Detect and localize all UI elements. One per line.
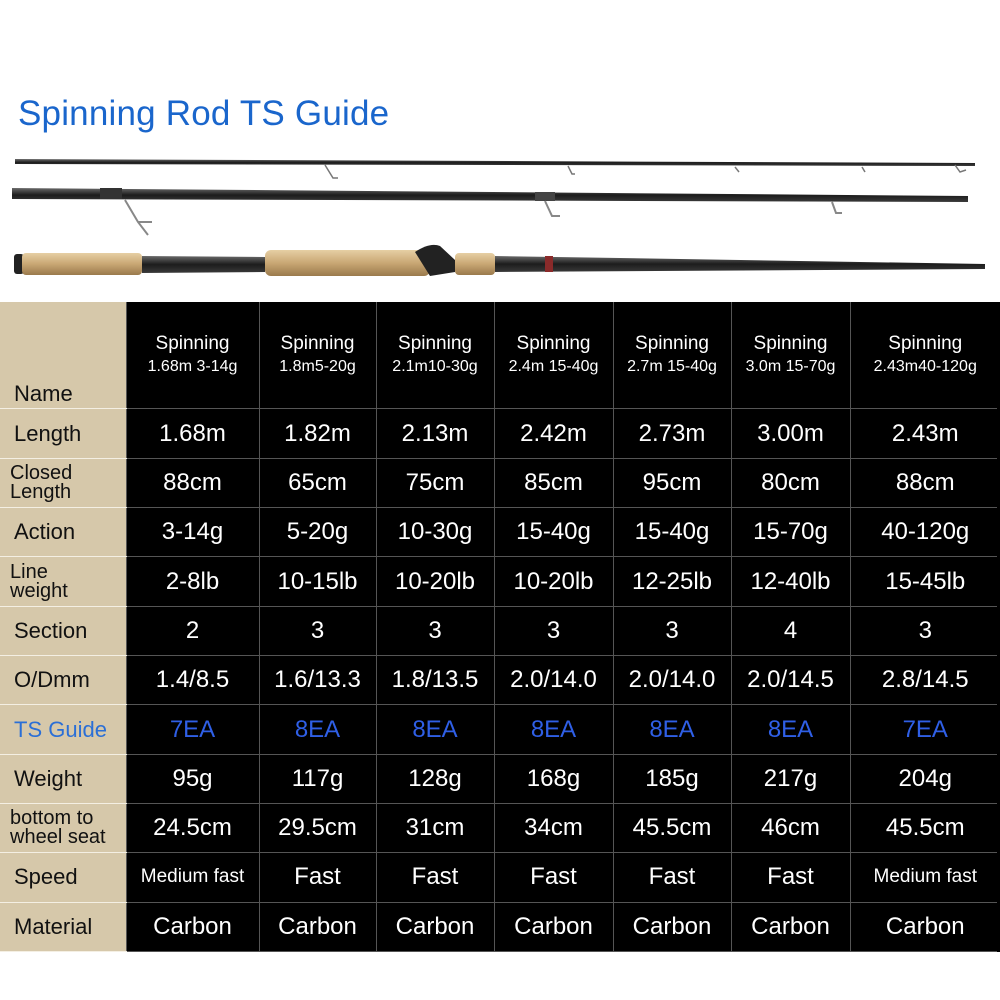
- table-cell: 31cm: [376, 804, 494, 853]
- row-label-action: [0, 508, 126, 557]
- table-cell: 117g: [259, 754, 376, 803]
- table-cell: 2.42m: [494, 409, 613, 458]
- rod-tip-section: [15, 159, 975, 178]
- column-header-line2: 3.0m 15-70g: [745, 358, 836, 376]
- table-cell: 80cm: [731, 458, 850, 507]
- row-label-text: bottom to: [10, 807, 94, 830]
- table-cell: 2.8/14.5: [850, 656, 1000, 705]
- table-cell: 95g: [126, 754, 259, 803]
- table-cell: Carbon: [259, 902, 376, 951]
- table-cell: 88cm: [126, 458, 259, 507]
- table-cell: Carbon: [731, 902, 850, 951]
- table-cell: 3: [613, 606, 731, 655]
- column-header-line1: Spinning: [516, 333, 591, 355]
- row-label-text: Line: [10, 560, 48, 583]
- table-row-od: [0, 656, 1000, 705]
- row-label-speed: [0, 853, 126, 902]
- row-label-closed-length: [0, 458, 126, 507]
- page-title: Spinning Rod TS Guide: [18, 94, 390, 133]
- table-cell: 185g: [613, 754, 731, 803]
- table-cell: 2.73m: [613, 409, 731, 458]
- table-cell: Fast: [494, 853, 613, 902]
- table-cell: 2.43m: [850, 409, 1000, 458]
- table-cell: 15-45lb: [850, 557, 1000, 606]
- column-header: [613, 302, 731, 409]
- column-header-line1: Spinning: [280, 333, 355, 355]
- table-cell: Carbon: [126, 902, 259, 951]
- row-label-text: Weight: [14, 765, 83, 791]
- table-cell: 2.0/14.0: [613, 656, 731, 705]
- column-header-line1: Spinning: [635, 333, 709, 355]
- table-cell: 45.5cm: [613, 804, 731, 853]
- table-cell: 45.5cm: [850, 804, 1000, 853]
- table-row-action: [0, 508, 1000, 557]
- table-cell: 10-20lb: [494, 557, 613, 606]
- table-cell: Medium fast: [126, 853, 259, 902]
- row-label-ts-guide: [0, 705, 126, 754]
- table-cell: Medium fast: [850, 853, 1000, 902]
- row-label-text: weight: [10, 579, 68, 602]
- column-header: [850, 302, 1000, 409]
- column-header-line2: 2.43m40-120g: [873, 358, 977, 376]
- column-header: [731, 302, 850, 409]
- table-cell: Carbon: [494, 902, 613, 951]
- table-cell: 3-14g: [126, 508, 259, 557]
- column-header-line2: 2.7m 15-40g: [627, 358, 717, 376]
- table-row-bottom: [0, 804, 1000, 853]
- spec-table: [0, 302, 1000, 952]
- table-cell: 8EA: [613, 705, 731, 754]
- table-cell: 168g: [494, 754, 613, 803]
- row-label-text: Material: [14, 913, 93, 939]
- table-cell: 217g: [731, 754, 850, 803]
- table-cell: 8EA: [494, 705, 613, 754]
- row-label-name: Name: [0, 302, 126, 409]
- row-label-line-weight: [0, 557, 126, 606]
- table-cell: 3: [376, 606, 494, 655]
- row-label-text: wheel seat: [10, 826, 106, 849]
- table-cell: 75cm: [376, 458, 494, 507]
- table-cell: 3: [494, 606, 613, 655]
- column-header-line1: Spinning: [753, 333, 828, 355]
- column-header: [376, 302, 494, 409]
- row-label-text: Length: [10, 480, 72, 503]
- table-cell: 46cm: [731, 804, 850, 853]
- table-cell: 95cm: [613, 458, 731, 507]
- table-cell: 85cm: [494, 458, 613, 507]
- table-cell: 88cm: [850, 458, 1000, 507]
- rod-middle-section: [12, 188, 968, 235]
- table-cell: Carbon: [613, 902, 731, 951]
- row-label-text: O/Dmm: [14, 667, 90, 693]
- table-cell: 1.68m: [126, 409, 259, 458]
- table-row-material: [0, 902, 1000, 951]
- row-label-material: [0, 902, 126, 951]
- table-cell: 2-8lb: [126, 557, 259, 606]
- fishing-rod-sections-image: [0, 150, 1000, 290]
- column-header-line1: Spinning: [398, 333, 472, 355]
- row-label-length: [0, 409, 126, 458]
- table-cell: 7EA: [850, 705, 1000, 754]
- table-cell: Carbon: [850, 902, 1000, 951]
- table-cell: 12-25lb: [613, 557, 731, 606]
- table-cell: 65cm: [259, 458, 376, 507]
- table-cell: 2: [126, 606, 259, 655]
- row-label-text: Action: [14, 519, 76, 545]
- row-label-text: Length: [14, 420, 82, 446]
- table-cell: 2.13m: [376, 409, 494, 458]
- table-cell: 34cm: [494, 804, 613, 853]
- column-header-line1: Spinning: [155, 333, 230, 355]
- table-cell: Fast: [731, 853, 850, 902]
- table-cell: 3: [850, 606, 1000, 655]
- table-row-section: [0, 606, 1000, 655]
- table-cell: Fast: [613, 853, 731, 902]
- table-row-ts-guide: [0, 705, 1000, 754]
- rod-butt-section: [14, 245, 985, 276]
- table-cell: 15-40g: [494, 508, 613, 557]
- table-cell: 10-20lb: [376, 557, 494, 606]
- table-cell: 8EA: [259, 705, 376, 754]
- column-header-line2: 1.68m 3-14g: [147, 358, 238, 376]
- table-header-row: [0, 302, 1000, 409]
- column-header: [126, 302, 259, 409]
- table-cell: 204g: [850, 754, 1000, 803]
- table-row-line-weight: [0, 557, 1000, 606]
- table-row-weight: [0, 754, 1000, 803]
- table-row-closed-length: [0, 458, 1000, 507]
- row-label-bottom: [0, 804, 126, 853]
- column-header-line1: Spinning: [888, 333, 963, 355]
- table-row-length: [0, 409, 1000, 458]
- table-cell: Carbon: [376, 902, 494, 951]
- table-cell: 1.8/13.5: [376, 656, 494, 705]
- table-cell: 2.0/14.0: [494, 656, 613, 705]
- table-cell: 2.0/14.5: [731, 656, 850, 705]
- table-cell: 15-40g: [613, 508, 731, 557]
- table-cell: 29.5cm: [259, 804, 376, 853]
- row-label-weight: [0, 754, 126, 803]
- row-label-text: Section: [14, 617, 88, 643]
- table-cell: 24.5cm: [126, 804, 259, 853]
- row-label-section: [0, 606, 126, 655]
- table-cell: Fast: [376, 853, 494, 902]
- table-cell: 3: [259, 606, 376, 655]
- table-cell: 12-40lb: [731, 557, 850, 606]
- column-header: [494, 302, 613, 409]
- table-cell: 3.00m: [731, 409, 850, 458]
- table-cell: 10-30g: [376, 508, 494, 557]
- row-label-text: Closed: [10, 461, 73, 484]
- table-cell: 1.6/13.3: [259, 656, 376, 705]
- table-cell: 1.4/8.5: [126, 656, 259, 705]
- row-label-text: Speed: [14, 864, 78, 890]
- table-cell: 10-15lb: [259, 557, 376, 606]
- table-cell: 5-20g: [259, 508, 376, 557]
- table-cell: 128g: [376, 754, 494, 803]
- table-cell: 8EA: [376, 705, 494, 754]
- table-cell: 15-70g: [731, 508, 850, 557]
- column-header-line2: 1.8m5-20g: [279, 358, 356, 376]
- column-header: [259, 302, 376, 409]
- table-row-speed: [0, 853, 1000, 902]
- table-cell: 8EA: [731, 705, 850, 754]
- table-cell: 7EA: [126, 705, 259, 754]
- row-label-text: TS Guide: [14, 716, 107, 742]
- column-header-line2: 2.1m10-30g: [392, 358, 478, 376]
- column-header-line2: 2.4m 15-40g: [508, 358, 599, 376]
- table-cell: 40-120g: [850, 508, 1000, 557]
- table-cell: 4: [731, 606, 850, 655]
- table-cell: Fast: [259, 853, 376, 902]
- row-label-od: [0, 656, 126, 705]
- table-cell: 1.82m: [259, 409, 376, 458]
